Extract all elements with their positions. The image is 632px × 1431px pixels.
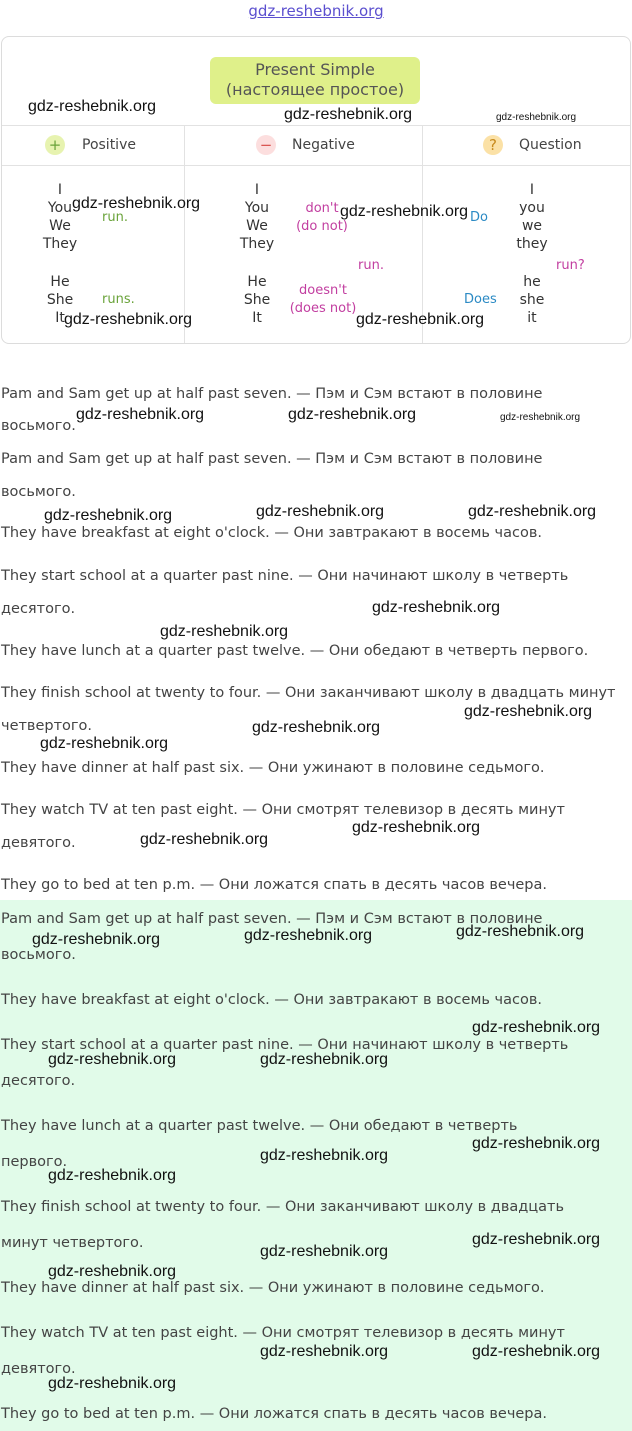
watermark: gdz-reshebnik.org — [340, 203, 469, 220]
watermark: gdz-reshebnik.org — [40, 735, 169, 752]
positive-verb-1: run. — [102, 210, 128, 225]
header-question: Question — [519, 137, 582, 153]
answer-line: десятого. — [1, 1073, 76, 1089]
watermark: gdz-reshebnik.org — [260, 1243, 389, 1260]
text-line: восьмого. — [1, 484, 76, 500]
watermark: gdz-reshebnik.org — [48, 1051, 177, 1068]
answer-line: минут четвертого. — [1, 1235, 144, 1251]
watermark: gdz-reshebnik.org — [468, 503, 597, 520]
question-verb: run? — [556, 258, 585, 273]
watermark: gdz-reshebnik.org — [456, 923, 585, 940]
watermark: gdz-reshebnik.org — [48, 1375, 177, 1392]
answer-line: восьмого. — [1, 947, 76, 963]
answer-line: первого. — [1, 1154, 68, 1170]
text-line: They have breakfast at eight o'clock. — Они завтракают в восемь часов. — [1, 525, 542, 541]
answer-line: They have lunch at a quarter past twelve. — Они обедают в четверть — [1, 1118, 518, 1134]
text-line: Pam and Sam get up at half past seven. — Пэм и Сэм встают в половине — [1, 386, 543, 402]
negative-pronouns-2: He She It — [243, 274, 271, 326]
watermark: gdz-reshebnik.org — [72, 195, 201, 212]
text-line: They have dinner at half past six. — Они ужинают в половине седьмого. — [1, 760, 545, 776]
watermark: gdz-reshebnik.org — [500, 412, 581, 423]
text-line: They finish school at twenty to four. — Они заканчивают школу в двадцать минут — [1, 685, 616, 701]
text-line: десятого. — [1, 601, 76, 617]
negative-aux-1: don't (do not) — [296, 201, 348, 234]
question-pronouns-2: he she it — [519, 274, 545, 326]
text-line: They watch TV at ten past eight. — Они смотрят телевизор в десять минут — [1, 802, 565, 818]
watermark: gdz-reshebnik.org — [464, 703, 593, 720]
watermark: gdz-reshebnik.org — [48, 1263, 177, 1280]
answer-line: девятого. — [1, 1361, 76, 1377]
text-line: They start school at a quarter past nine. — Они начинают школу в четверть — [1, 568, 569, 584]
watermark: gdz-reshebnik.org — [472, 1343, 601, 1360]
watermark: gdz-reshebnik.org — [76, 406, 205, 423]
watermark: gdz-reshebnik.org — [140, 831, 269, 848]
positive-pronouns-2: He She It — [46, 274, 74, 326]
answer-line: They have breakfast at eight o'clock. — Они завтракают в восемь часов. — [1, 992, 542, 1008]
plus-icon: + — [45, 135, 65, 155]
negative-aux-2: doesn't (does not) — [289, 283, 357, 316]
answer-line: They have dinner at half past six. — Они ужинают в половине седьмого. — [1, 1280, 545, 1296]
negative-pronouns-1: I You We They — [239, 182, 275, 252]
header-positive: Positive — [82, 137, 136, 153]
title-line-2: (настоящее простое) — [225, 80, 405, 99]
watermark: gdz-reshebnik.org — [64, 311, 193, 328]
answer-line: They watch TV at ten past eight. — Они смотрят телевизор в десять минут — [1, 1325, 565, 1341]
watermark: gdz-reshebnik.org — [48, 1167, 177, 1184]
watermark: gdz-reshebnik.org — [472, 1019, 601, 1036]
text-line: восьмого. — [1, 418, 76, 434]
watermark: gdz-reshebnik.org — [472, 1231, 601, 1248]
watermark: gdz-reshebnik.org — [284, 106, 413, 123]
negative-verb: run. — [358, 258, 384, 273]
positive-pronouns-1: I You We They — [42, 182, 78, 252]
question-aux-1: Do — [470, 210, 488, 225]
watermark: gdz-reshebnik.org — [28, 98, 157, 115]
question-icon: ? — [483, 135, 503, 155]
minus-icon: − — [256, 135, 276, 155]
answer-line: They go to bed at ten p.m. — Они ложатся спать в десять часов вечера. — [1, 1406, 548, 1422]
answer-line: They start school at a quarter past nine. — Они начинают школу в четверть — [1, 1037, 569, 1053]
answer-line: Pam and Sam get up at half past seven. — Пэм и Сэм встают в половине — [1, 911, 543, 927]
text-line: девятого. — [1, 835, 76, 851]
question-aux-2: Does — [464, 292, 497, 307]
watermark: gdz-reshebnik.org — [496, 112, 577, 123]
table-title — [210, 57, 420, 104]
watermark: gdz-reshebnik.org — [44, 507, 173, 524]
watermark: gdz-reshebnik.org — [260, 1051, 389, 1068]
answer-line: They finish school at twenty to four. — Они заканчивают школу в двадцать — [1, 1199, 565, 1215]
watermark: gdz-reshebnik.org — [288, 406, 417, 423]
question-pronouns-1: I you we they — [516, 182, 548, 252]
text-line: четвертого. — [1, 718, 93, 734]
watermark: gdz-reshebnik.org — [256, 503, 385, 520]
watermark: gdz-reshebnik.org — [260, 1343, 389, 1360]
watermark: gdz-reshebnik.org — [160, 623, 289, 640]
header-negative: Negative — [292, 137, 355, 153]
text-line: They have lunch at a quarter past twelve. — Они обедают в четверть первого. — [1, 643, 589, 659]
site-link[interactable]: gdz-reshebnik.org — [248, 2, 384, 20]
positive-verb-2: runs. — [102, 292, 135, 307]
watermark: gdz-reshebnik.org — [32, 931, 161, 948]
text-line: They go to bed at ten p.m. — Они ложатся спать в десять часов вечера. — [1, 877, 548, 893]
watermark: gdz-reshebnik.org — [260, 1147, 389, 1164]
watermark: gdz-reshebnik.org — [352, 819, 481, 836]
watermark: gdz-reshebnik.org — [472, 1135, 601, 1152]
watermark: gdz-reshebnik.org — [244, 927, 373, 944]
watermark: gdz-reshebnik.org — [372, 599, 501, 616]
text-line: Pam and Sam get up at half past seven. — Пэм и Сэм встают в половине — [1, 451, 543, 467]
watermark: gdz-reshebnik.org — [252, 719, 381, 736]
watermark: gdz-reshebnik.org — [356, 311, 485, 328]
title-line-1: Present Simple — [255, 60, 375, 79]
